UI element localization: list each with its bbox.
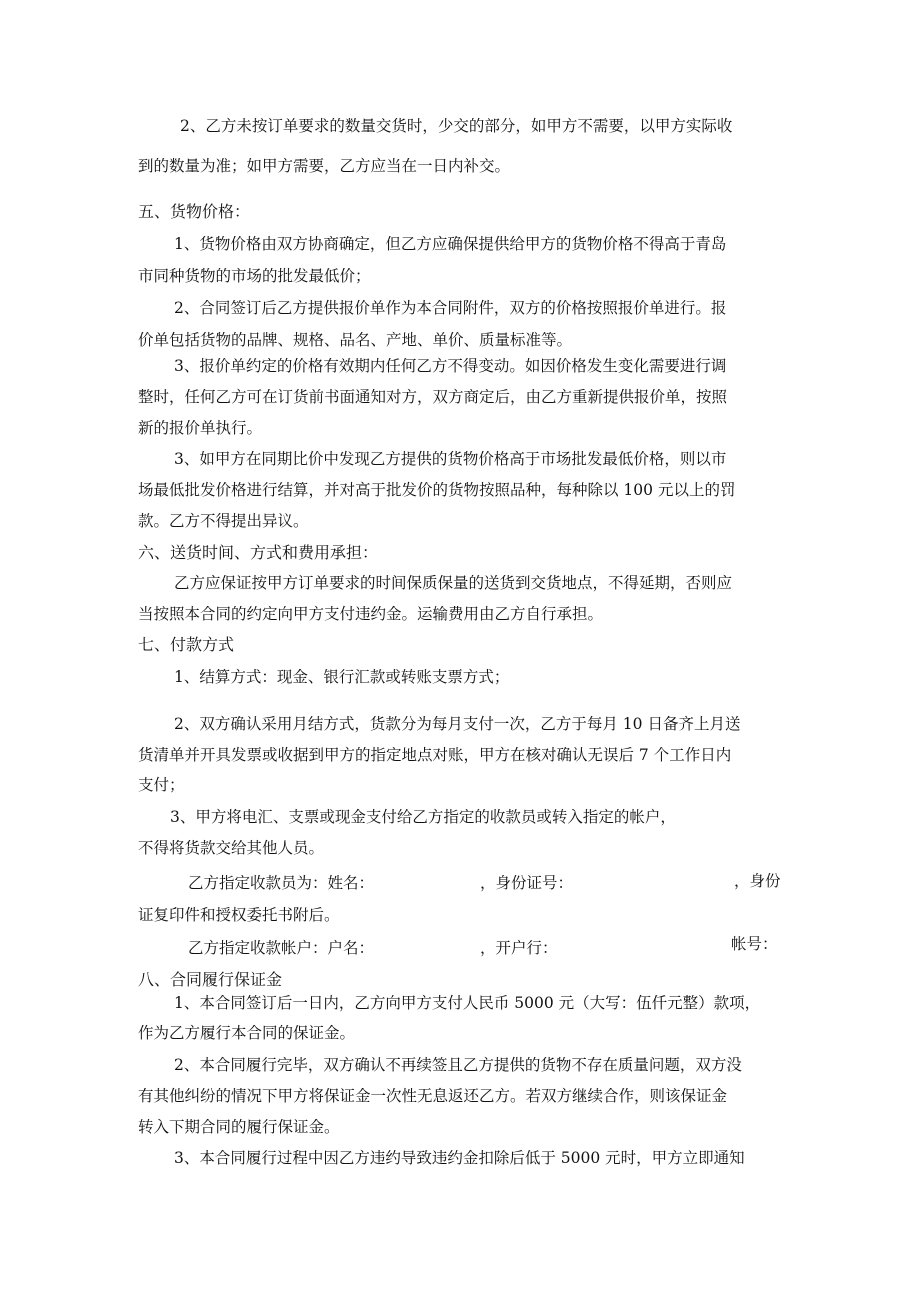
clause6-para-line1: 乙方应保证按甲方订单要求的时间保质保量的送货到交货地点，不得延期，否则应 (174, 574, 733, 592)
clause8-item3-line1: 3、本合同履行过程中因乙方违约导致违约金扣除后低于 5000 元时，甲方立即通知 (174, 1149, 745, 1167)
collector-name-label: 乙方指定收款员为：姓名： (188, 874, 375, 892)
clause8-item2-line3: 转入下期合同的履行保证金。 (138, 1118, 340, 1136)
collector-id-line2: 证复印件和授权委托书附后。 (138, 906, 340, 924)
clause8-item1-line1: 1、本合同签订后一日内，乙方向甲方支付人民币 5000 元（大写：伍仟元整）款项， (174, 994, 761, 1012)
clause5-item4-line1: 3、如甲方在同期比价中发现乙方提供的货物价格高于市场批发最低价格，则以市 (174, 450, 727, 468)
clause5-item1-line1: 1、货物价格由双方协商确定，但乙方应确保提供给甲方的货物价格不得高于青岛 (174, 235, 727, 253)
clause5-item2-line2: 价单包括货物的品牌、规格、品名、产地、单价、质量标准等。 (138, 331, 573, 349)
clause5-item1-line2: 市同种货物的市场的批发最低价； (138, 267, 371, 285)
clause7-item1: 1、结算方式：现金、银行汇款或转账支票方式； (174, 668, 510, 686)
account-bank-label: ，开户行： (480, 939, 558, 957)
clause7-item2-line3: 支付； (138, 776, 185, 794)
clause4-item2-line2: 到的数量为准；如甲方需要，乙方应当在一日内补交。 (138, 157, 511, 175)
collector-id-label: ，身份证号： (480, 874, 574, 892)
clause7-item2-line1: 2、双方确认采用月结方式，货款分为每月支付一次，乙方于每月 10 日备齐上月送 (174, 715, 741, 733)
clause7-heading: 七、付款方式 (138, 635, 235, 654)
clause5-item3-line1: 3、报价单约定的价格有效期内任何乙方不得变动。如因价格发生变化需要进行调 (174, 357, 727, 375)
clause7-item2-line2: 货清单并开具发票或收据到甲方的指定地点对账，甲方在核对确认无误后 7 个工作日内 (138, 746, 732, 764)
clause6-para-line2: 当按照本合同的约定向甲方支付违约金。运输费用由乙方自行承担。 (138, 605, 604, 623)
account-number-label: 帐号： (731, 935, 778, 953)
clause5-item4-line2: 场最低批发价格进行结算，并对高于批发价的货物按照品种，每种除以 100 元以上的罚 (138, 481, 736, 499)
clause8-heading: 八、合同履行保证金 (138, 970, 283, 989)
clause7-item3-line1: 3、甲方将电汇、支票或现金支付给乙方指定的收款员或转入指定的帐户， (170, 808, 676, 826)
clause6-heading: 六、送货时间、方式和费用承担： (138, 543, 379, 562)
clause8-item2-line1: 2、本合同履行完毕，双方确认不再续签且乙方提供的货物不存在质量问题，双方没 (174, 1056, 742, 1074)
clause5-item3-line2: 整时，任何乙方可在订货前书面通知对方，双方商定后，由乙方重新提供报价单，按照 (138, 388, 728, 406)
clause7-item3-line2: 不得将货款交给其他人员。 (138, 839, 325, 857)
clause5-item2-line1: 2、合同签订后乙方提供报价单作为本合同附件，双方的价格按照报价单进行。报 (174, 299, 727, 317)
clause4-item2-line1: 2、乙方未按订单要求的数量交货时，少交的部分，如甲方不需要，以甲方实际收 (180, 117, 733, 135)
clause8-heading-clip (138, 964, 358, 989)
clause5-item4-line3: 款。乙方不得提出异议。 (138, 512, 309, 530)
account-name-label: 乙方指定收款帐户：户名： (188, 939, 375, 957)
clause8-item2-line2: 有其他纠纷的情况下甲方将保证金一次性无息返还乙方。若双方继续合作，则该保证金 (138, 1087, 728, 1105)
collector-id-suffix: ，身份 (734, 872, 781, 890)
clause5-item3-line3: 新的报价单执行。 (138, 419, 263, 437)
clause5-heading: 五、货物价格： (138, 202, 251, 221)
clause8-item1-line2: 作为乙方履行本合同的保证金。 (138, 1024, 356, 1042)
